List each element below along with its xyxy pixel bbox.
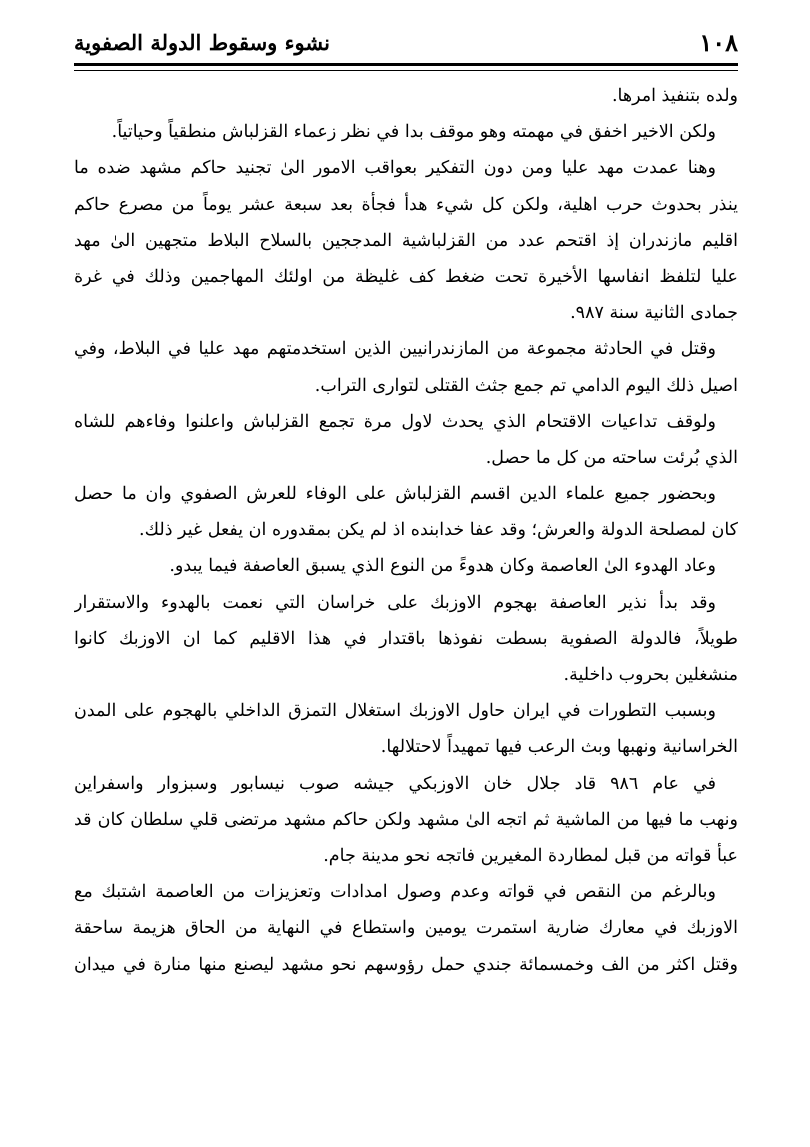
text-line: وعاد الهدوء الىٰ العاصمة وكان هدوءً من النوع الذي يسبق العاصفة فيما يبدو. (169, 556, 716, 577)
text-line: وقد بدأ نذير العاصفة بهجوم الاوزبك على خراسان التي نعمت بالهدوء والاستقرار (74, 592, 716, 613)
text-line: الاوزبك في معارك ضارية استمرت يومين واستطاع في النهاية من الحاق هزيمة ساحقة (74, 918, 738, 939)
header-rule-thick (74, 63, 738, 66)
text-line: ولده بتنفيذ امرها. (611, 86, 738, 106)
page-number: ١٠٨ (699, 28, 738, 57)
text-line: وبالرغم من النقص في قواته وعدم وصول امدادات وتعزيزات من العاصمة اشتبك مع (74, 882, 716, 903)
text-line: الذي بُرئت ساحته من كل ما حصل. (485, 447, 738, 468)
text-line: وهنا عمدت مهد عليا ومن دون التفكير بعواقب الامور الىٰ تجنيد حاكم مشهد ضده ما (74, 158, 716, 179)
text-line: وقتل اكثر من الف وخمسمائة جندي حمل رؤوسهم نحو مشهد ليصنع منها منارة في ميدان (74, 954, 738, 975)
text-line: منشغلين بحروب داخلية. (563, 665, 738, 685)
running-title: نشوء وسقوط الدولة الصفوية (74, 30, 330, 55)
text-line: ولوقف تداعيات الاقتحام الذي يحدث لاول مرة تجمع القزلباش واعلنوا وفاءهم للشاه (74, 411, 716, 432)
text-line: ونهب ما فيها من الماشية ثم اتجه الىٰ مشهد ولكن حاكم مشهد مرتضى قلي سلطان كان قد (74, 809, 738, 830)
header-rule-thin (74, 70, 738, 71)
body-text (74, 78, 738, 983)
text-line: اقليم مازندران إذ اقتحم عدد من القزلباشية المدججين بالسلاح البلاط متجهين الىٰ مهد (74, 230, 738, 251)
text-line: في عام ٩٨٦ قاد جلال خان الاوزبكي جيشه صوب نيسابور وسبزوار واسفراين (74, 773, 716, 794)
page-header (74, 26, 738, 60)
text-line: ينذر بحدوث حرب اهلية، ولكن كل شيء هدأ فجأة بعد سبعة عشر يوماً من مصرع حاكم (74, 194, 738, 215)
text-line: جمادى الثانية سنة ٩٨٧. (570, 303, 738, 324)
text-line: كان لمصلحة الدولة والعرش؛ وقد عفا خدابنده اذ لم يكن بمقدوره ان يفعل غير ذلك. (139, 520, 738, 541)
text-line: اصيل ذلك اليوم الدامي تم جمع جثث القتلى لتوارى التراب. (314, 375, 738, 396)
text-line: ولكن الاخير اخفق في مهمته وهو موقف بدا في نظر زعماء القزلباش منطقياً وحياتياً. (111, 122, 716, 143)
text-line: وبحضور جميع علماء الدين اقسم القزلباش على الوفاء للعرش الصفوي وان ما حصل (74, 484, 716, 505)
text-line: عبأ قواته من قبل لمطاردة المغيرين فاتجه نحو مدينة جام. (323, 845, 738, 866)
text-line: الخراسانية ونهبها وبث الرعب فيها تمهيداً لاحتلالها. (380, 737, 738, 758)
text-line: وقتل في الحادثة مجموعة من المازندرانيين الذين استخدمتهم مهد عليا في البلاط، وفي (74, 339, 716, 360)
text-line: طويلاً، فالدولة الصفوية بسطت نفوذها باقتدار في هذا الاقليم كما ان الاوزبك كانوا (74, 628, 738, 649)
text-line: عليا لتلفظ انفاسها الأخيرة تحت ضغط كف غليظة من اولئك المهاجمين وذلك في غرة (74, 266, 738, 287)
text-line: وبسبب التطورات في ايران حاول الاوزبك استغلال التمزق الداخلي بالهجوم على المدن (74, 701, 716, 722)
